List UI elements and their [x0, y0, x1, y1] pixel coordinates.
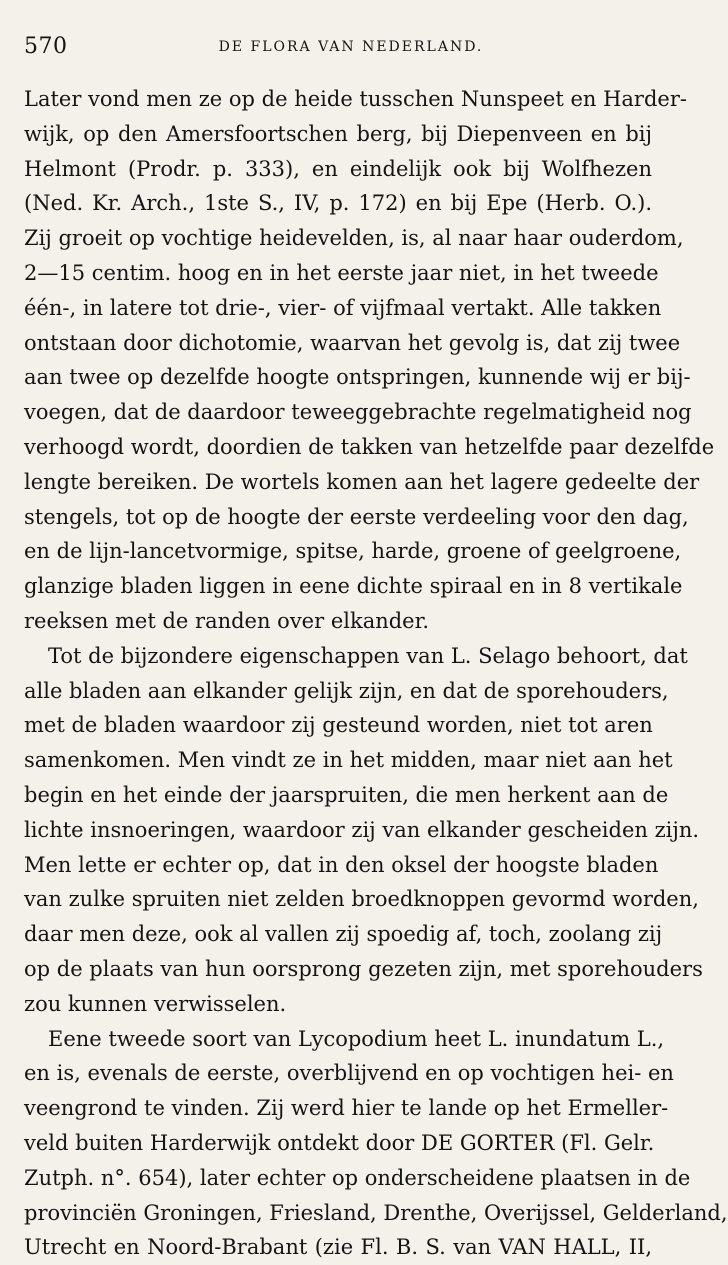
- text-line: zou kunnen verwisselen.: [24, 991, 287, 1016]
- text-line: 2—15 centim. hoog en in het eerste jaar niet, in het tweede: [24, 260, 659, 285]
- text-line: Helmont (Prodr. p. 333), en eindelijk ook bij Wolfhezen: [24, 156, 652, 181]
- page-header: [24, 34, 658, 62]
- text-line: begin en het einde der jaarspruiten, die men herkent aan de: [24, 782, 669, 807]
- text-line: lichte insnoeringen, waardoor zij van elkander gescheiden zijn.: [24, 817, 700, 842]
- text-line: Eene tweede soort van Lycopodium heet L. inundatum L.,: [48, 1026, 665, 1051]
- text-line: alle bladen aan elkander gelijk zijn, en dat de sporehouders,: [24, 678, 669, 703]
- text-line: Tot de bijzondere eigenschappen van L. Selago behoort, dat: [48, 643, 688, 668]
- text-line: voegen, dat de daardoor teweeggebrachte regelmatigheid nog: [24, 400, 692, 425]
- text-line: en is, evenals de eerste, overblijvend en op vochtigen hei- en: [24, 1061, 674, 1086]
- text-line: (Ned. Kr. Arch., 1ste S., IV, p. 172) en bij Epe (Herb. O.).: [24, 191, 652, 216]
- text-line: daar men deze, ook al vallen zij spoedig af, toch, zoolang zij: [24, 922, 663, 947]
- text-line: van zulke spruiten niet zelden broedknoppen gevormd worden,: [24, 887, 699, 912]
- text-line: Men lette er echter op, dat in den oksel der hoogste bladen: [24, 852, 659, 877]
- text-line: veld buiten Harderwijk ontdekt door DE GORTER (Fl. Gelr.: [24, 1130, 655, 1155]
- text-line: op de plaats van hun oorsprong gezeten zijn, met sporehouders: [24, 956, 703, 981]
- text-line: glanzige bladen liggen in eene dichte spiraal en in 8 vertikale: [24, 574, 683, 599]
- text-line: Utrecht en Noord-Brabant (zie Fl. B. S. van VAN HALL, II,: [24, 1235, 652, 1260]
- text-line: één-, in latere tot drie-, vier- of vijfmaal vertakt. Alle takken: [24, 295, 662, 320]
- text-line: Zij groeit op vochtige heidevelden, is, al naar haar ouderdom,: [24, 226, 684, 251]
- text-line: verhoogd wordt, doordien de takken van hetzelfde paar dezelfde: [24, 434, 715, 459]
- running-title: DE FLORA VAN NEDERLAND.: [218, 39, 484, 55]
- text-line: veengrond te vinden. Zij werd hier te lande op het Ermeller-: [24, 1096, 669, 1121]
- text-line: lengte bereiken. De wortels komen aan het lagere gedeelte der: [24, 469, 700, 494]
- text-line: met de bladen waardoor zij gesteund worden, niet tot aren: [24, 713, 653, 738]
- text-line: stengels, tot op de hoogte der eerste verdeeling voor den dag,: [24, 504, 689, 529]
- text-line: provinciën Groningen, Friesland, Drenthe, Overijssel, Gelderland,: [24, 1200, 728, 1225]
- page-number: 570: [24, 34, 68, 59]
- text-line: ontstaan door dichotomie, waarvan het gevolg is, dat zij twee: [24, 330, 681, 355]
- text-line: Later vond men ze op de heide tusschen Nunspeet en Harder-: [24, 87, 687, 111]
- text-line: Zutph. n°. 654), later echter op onderscheidene plaatsen in de: [24, 1165, 691, 1190]
- text-line: samenkomen. Men vindt ze in het midden, maar niet aan het: [24, 748, 673, 773]
- text-line: aan twee op dezelfde hoogte ontspringen, kunnende wij er bij-: [24, 365, 691, 390]
- text-line: en de lijn-lancetvormige, spitse, harde, groene of geelgroene,: [24, 539, 682, 564]
- text-line: reeksen met de randen over elkander.: [24, 608, 430, 633]
- text-line: wijk, op den Amersfoortschen berg, bij Diepenveen en bij: [24, 121, 652, 146]
- page-body: [24, 82, 728, 1265]
